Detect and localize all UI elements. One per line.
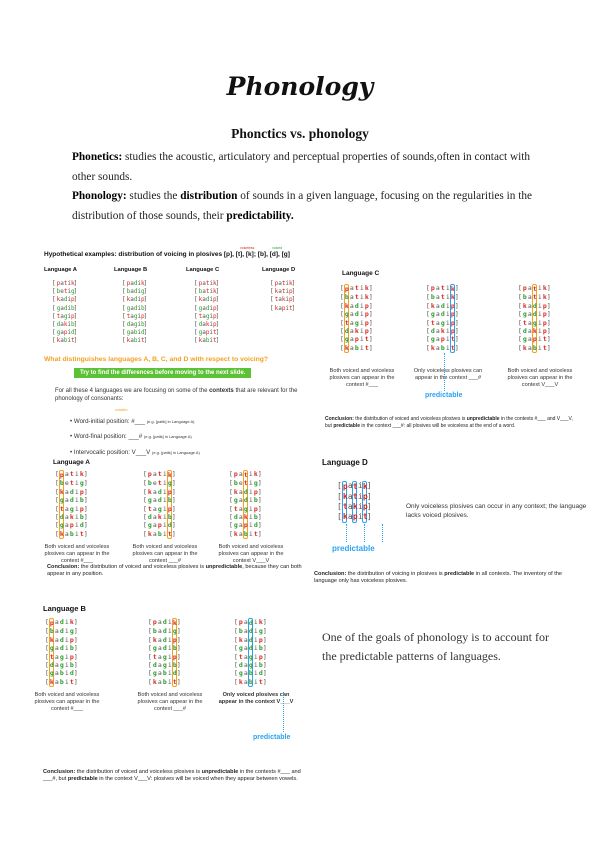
- text-segment: the distribution of voiced and voiceless plosives is: [75, 769, 202, 775]
- column-caption: Only voiceless plosives can appear in the context ___#: [413, 368, 483, 382]
- phonology-definition: [72, 187, 542, 226]
- text-segment: Conclusion:: [325, 416, 354, 422]
- word: [ t a g i p ]: [426, 318, 459, 327]
- text-segment: studies the acoustic, articulatory and perceptual properties of sounds,often in contact with other sounds.: [72, 151, 531, 183]
- predictable-label: predictable: [425, 392, 463, 399]
- slide-contexts: [44, 388, 320, 588]
- text-segment: Conclusion:: [47, 564, 80, 570]
- word: [ t a g i p ]: [55, 504, 88, 513]
- word: [ b a d i g ]: [234, 627, 267, 636]
- example-column: [413, 284, 488, 382]
- text-segment: For all these 4 languages we are focusing on some of the: [55, 388, 210, 394]
- conclusion-d: [314, 571, 579, 585]
- language-c-label: Language C: [342, 270, 380, 277]
- example-column: [507, 284, 580, 389]
- predictable-label: predictable: [253, 734, 291, 741]
- text-segment: Phonology:: [72, 190, 127, 202]
- word: [ d a k i b ]: [55, 513, 88, 522]
- word: [ k a d i p ]: [143, 487, 176, 496]
- word: [ g a p i d ]: [55, 521, 88, 530]
- word: [ p a d i k ]: [45, 618, 78, 627]
- slide-language-c: [325, 268, 590, 438]
- word: [ b e t i g ]: [143, 479, 176, 488]
- word-list: [143, 470, 205, 539]
- word-list: [194, 280, 219, 346]
- word: [ k a d i p ]: [194, 296, 220, 304]
- text-segment: Phonetics:: [72, 151, 123, 163]
- text-segment: in all contexts. The inventory of the language only has voiceless plosives.: [314, 571, 563, 584]
- language-c-example: [186, 267, 219, 346]
- word: [ k a b i t ]: [426, 343, 459, 352]
- word: [ k a d i p ]: [52, 296, 78, 304]
- word: [ d a k i p ]: [426, 327, 459, 336]
- word: [ t a k i p ]: [270, 296, 296, 304]
- word: [ t a g i p ]: [52, 312, 78, 320]
- column-caption: Both voiced and voiceless plosives can appear in the context V___V: [218, 544, 284, 565]
- word: [ d a k i b ]: [143, 513, 176, 522]
- language-b-example: [114, 267, 147, 346]
- word-list: [229, 470, 291, 539]
- example: (e.g. [patik] in Language A): [146, 419, 195, 424]
- text-segment: , because they can both appear in any position.: [47, 564, 302, 577]
- text-segment: that are relevant for the phonology of consonants:: [55, 388, 298, 402]
- word-list: [45, 618, 107, 687]
- slide-hypothetical-examples: [44, 246, 324, 381]
- word: [ g a b i d ]: [122, 329, 148, 337]
- word-list: [518, 284, 580, 353]
- text-segment: in the context ___#: all plosives will be voiceless at the end of a word.: [360, 423, 516, 429]
- word: [ g a d i p ]: [518, 310, 551, 319]
- conclusion-c: [325, 416, 580, 430]
- language-label: Language C: [186, 267, 220, 273]
- column-caption: Both voiced and voiceless plosives can appear in the context V___V: [507, 368, 573, 389]
- word: [ g a d i b ]: [45, 644, 78, 653]
- word: [ t a g i p ]: [143, 504, 176, 513]
- text-segment: predictability.: [226, 209, 294, 222]
- word: [ t a g i p ]: [122, 312, 148, 320]
- word: [ k a b i t ]: [45, 677, 78, 686]
- word: [ g a b i d ]: [45, 669, 78, 678]
- word: [ g a d i b ]: [122, 304, 148, 312]
- word: [ k a b i t ]: [148, 677, 181, 686]
- example: (e.g. [patik] in Language A): [143, 434, 192, 439]
- slide-language-b: [34, 604, 320, 794]
- word: [ g a p i d ]: [143, 521, 176, 530]
- language-b-label: Language B: [43, 604, 86, 613]
- text-segment: studies the: [126, 190, 181, 202]
- word: [ b e t i g ]: [52, 288, 78, 296]
- bullet-word-final: • Word-final position: ___#: [70, 433, 143, 440]
- text-segment: unpredictable: [466, 416, 500, 422]
- word: [ t a g i p ]: [340, 318, 373, 327]
- word: [ g a b i d ]: [234, 669, 267, 678]
- word: [ g a p i t ]: [518, 335, 551, 344]
- column-caption: Both voiced and voiceless plosives can appear in the context #___: [44, 544, 110, 565]
- example-column: [34, 618, 107, 713]
- example-column: [337, 481, 372, 523]
- voiced-note: voiced: [272, 246, 283, 250]
- conclusion-a: [47, 564, 302, 578]
- example-column: [137, 618, 210, 713]
- word: [ g a p i d ]: [52, 329, 78, 337]
- word: [ d a k i b ]: [52, 321, 78, 329]
- word: [ p a t i k ]: [194, 280, 220, 287]
- word-list: [122, 280, 147, 346]
- word: [ k a d i p ]: [148, 635, 181, 644]
- text-segment: distribution: [180, 190, 238, 202]
- word: [ k a d i p ]: [426, 301, 459, 310]
- word: [ p a t i k ]: [55, 470, 88, 479]
- word-list: [340, 284, 402, 353]
- word: [ k a b i t ]: [122, 337, 148, 345]
- hint-banner: Try to find the differences before moving to the next slide.: [74, 368, 251, 378]
- word: [ g a d i b ]: [234, 644, 267, 653]
- word: [ d a g i b ]: [148, 661, 181, 670]
- word-list: [52, 280, 77, 346]
- word: [ p a t i k ]: [518, 284, 551, 293]
- word: [ p a t i k ]: [52, 280, 78, 287]
- example-column: [218, 618, 296, 706]
- word-list: [148, 618, 210, 687]
- word: [ b a d i g ]: [45, 627, 78, 636]
- word: [ t a g i p ]: [148, 652, 181, 661]
- word-list: [426, 284, 488, 353]
- example: (e.g. [patik] in Language A): [151, 450, 200, 455]
- example-column: [132, 470, 205, 565]
- word: [ p a t i k ]: [270, 280, 296, 287]
- word: [ k a p i t ]: [270, 304, 296, 312]
- word: [ g a d i p ]: [340, 310, 373, 319]
- text-segment: predictable: [333, 423, 361, 429]
- word: [ g a d i p ]: [426, 310, 459, 319]
- word-list: [55, 470, 117, 539]
- bullet-intervocalic: • Intervocalic position: V___V: [70, 449, 151, 456]
- column-caption: Both voiced and voiceless plosives can appear in the context #___: [34, 692, 100, 713]
- language-label: Language D: [262, 267, 296, 273]
- word: [ d a k i p ]: [194, 321, 220, 329]
- word: [ b a t i k ]: [340, 293, 373, 302]
- column-caption: Both voiced and voiceless plosives can appear in the context ___#: [137, 692, 203, 713]
- word: [ k a p i t ]: [337, 512, 372, 521]
- word: [ p a d i k ]: [148, 618, 181, 627]
- word: [ k a d i p ]: [122, 296, 148, 304]
- word: [ t a g i p ]: [234, 652, 267, 661]
- column-caption: Both voiced and voiceless plosives can appear in the context ___#: [132, 544, 198, 565]
- text-segment: Conclusion:: [43, 769, 76, 775]
- column-caption: Both voiced and voiceless plosives can appear in the context #___: [329, 368, 395, 389]
- word-list: [337, 481, 372, 523]
- text-segment: the distribution of voiced and voiceless plosives is: [79, 564, 206, 570]
- phonetics-definition: [72, 148, 542, 187]
- word: [ t a g i p ]: [229, 504, 262, 513]
- word: [ d a g i b ]: [45, 661, 78, 670]
- word: [ k a d i p ]: [45, 635, 78, 644]
- word: [ b a t i k ]: [426, 293, 459, 302]
- word: [ d a g i b ]: [122, 321, 148, 329]
- intro-text: [72, 148, 542, 226]
- word: [ b e t i g ]: [55, 479, 88, 488]
- text-segment: in the contexts #___ and V___V, but: [325, 416, 573, 429]
- word: [ d a k i p ]: [340, 327, 373, 336]
- word: [ g a p i t ]: [340, 335, 373, 344]
- language-a-example: [44, 267, 77, 346]
- text-segment: Conclusion:: [314, 571, 347, 577]
- word: [ p a t i k ]: [229, 470, 262, 479]
- word: [ g a d i b ]: [229, 496, 262, 505]
- voiceless-note: voiceless: [240, 246, 255, 250]
- goal-statement: One of the goals of phonology is to account for the predictable patterns of languages.: [322, 630, 549, 663]
- word: [ p a d i k ]: [234, 618, 267, 627]
- language-d-example: [262, 267, 295, 313]
- word: [ k a d i p ]: [340, 301, 373, 310]
- example-column: [44, 470, 117, 565]
- word: [ g a p i t ]: [194, 329, 220, 337]
- word: [ b a d i g ]: [122, 288, 148, 296]
- page-title: Phonology: [226, 72, 374, 101]
- word: [ d a k i b ]: [229, 513, 262, 522]
- language-d-label: Language D: [322, 458, 368, 467]
- example-column: [218, 470, 291, 565]
- word: [ b a d i g ]: [148, 627, 181, 636]
- column-caption: Only voiced plosives can appear in the context V___V: [218, 692, 294, 706]
- word: [ k a b i t ]: [518, 343, 551, 352]
- text-segment: predictable: [67, 776, 98, 782]
- word: [ t a k i p ]: [337, 502, 372, 511]
- word: [ k a b i t ]: [234, 677, 267, 686]
- word: [ b a t i k ]: [194, 288, 220, 296]
- word: [ g a d i b ]: [148, 644, 181, 653]
- text-segment: of sounds in a given language, focusing on the regularities in the distribution of those sounds, their: [72, 190, 532, 222]
- word: [ k a d i p ]: [518, 301, 551, 310]
- language-label: Language B: [114, 267, 148, 273]
- word: [ t a g i p ]: [194, 312, 220, 320]
- word: [ g a d i b ]: [52, 304, 78, 312]
- bullet-word-initial: • Word-initial position: #___: [70, 418, 145, 425]
- word-list: [234, 618, 296, 687]
- contexts-intro: [55, 388, 305, 403]
- word: [ k a b i t ]: [143, 529, 176, 538]
- word: [ p a t i k ]: [337, 481, 372, 491]
- text-segment: unpredictable: [201, 769, 239, 775]
- word: [ g a d i b ]: [143, 496, 176, 505]
- slide-header: Hypothetical examples: distribution of voicing in plosives [p], [t], [k]; [b], [d], [g]: [44, 251, 290, 258]
- example-column: [329, 284, 402, 389]
- word: [ k a t i p ]: [270, 288, 296, 296]
- word: [ d a g i b ]: [234, 661, 267, 670]
- word: [ k a b i t ]: [52, 337, 78, 345]
- word: [ k a b i t ]: [194, 337, 220, 345]
- text-segment: the distribution of voicing in plosives is: [346, 571, 445, 577]
- language-d-note: Only voiceless plosives can occur in any context; the language lacks voiced plosives.: [406, 503, 587, 519]
- word: [ p a t i k ]: [143, 470, 176, 479]
- text-segment: unpredictable: [205, 564, 243, 570]
- text-segment: the distribution of voiced and voiceless plosives is: [353, 416, 467, 422]
- text-segment: predictable: [444, 571, 475, 577]
- text-segment: in the contexts #___ and ___#, but: [43, 769, 301, 782]
- word: [ t a g i p ]: [45, 652, 78, 661]
- word: [ b a t i k ]: [518, 293, 551, 302]
- word: [ g a b i d ]: [148, 669, 181, 678]
- word: [ k a b i t ]: [340, 343, 373, 352]
- word-list: [270, 280, 295, 313]
- word: [ g a p i d ]: [229, 521, 262, 530]
- word: [ g a d i b ]: [55, 496, 88, 505]
- word: [ g a p i t ]: [426, 335, 459, 344]
- word: [ p a t i k ]: [340, 284, 373, 293]
- question: What distinguishes languages A, B, C, and D with respect to voicing?: [44, 356, 269, 363]
- slide-language-d: [314, 458, 592, 588]
- word: [ b e t i g ]: [229, 479, 262, 488]
- word: [ g a d i p ]: [194, 304, 220, 312]
- word: [ k a t i p ]: [337, 492, 372, 501]
- text-segment: in the context V___V: plosives will be voiced when they appear between vowels.: [97, 776, 298, 782]
- word: [ k a b i t ]: [55, 529, 88, 538]
- section-heading: Phonctics vs. phonology: [231, 126, 369, 141]
- word: [ d a k i p ]: [518, 327, 551, 336]
- notation-note: notation: [115, 408, 128, 412]
- word: [ k a d i p ]: [234, 635, 267, 644]
- word: [ p a d i k ]: [122, 280, 148, 287]
- word: [ p a t i k ]: [426, 284, 459, 293]
- language-label: Language A: [44, 267, 77, 273]
- word: [ k a b i t ]: [229, 529, 262, 538]
- text-segment: contexts: [209, 388, 234, 394]
- language-a-label: Language A: [53, 459, 90, 466]
- word: [ t a g i p ]: [518, 318, 551, 327]
- word: [ k a d i p ]: [55, 487, 88, 496]
- predictable-label: predictable: [332, 544, 375, 553]
- conclusion-b: [43, 769, 308, 783]
- word: [ k a d i p ]: [229, 487, 262, 496]
